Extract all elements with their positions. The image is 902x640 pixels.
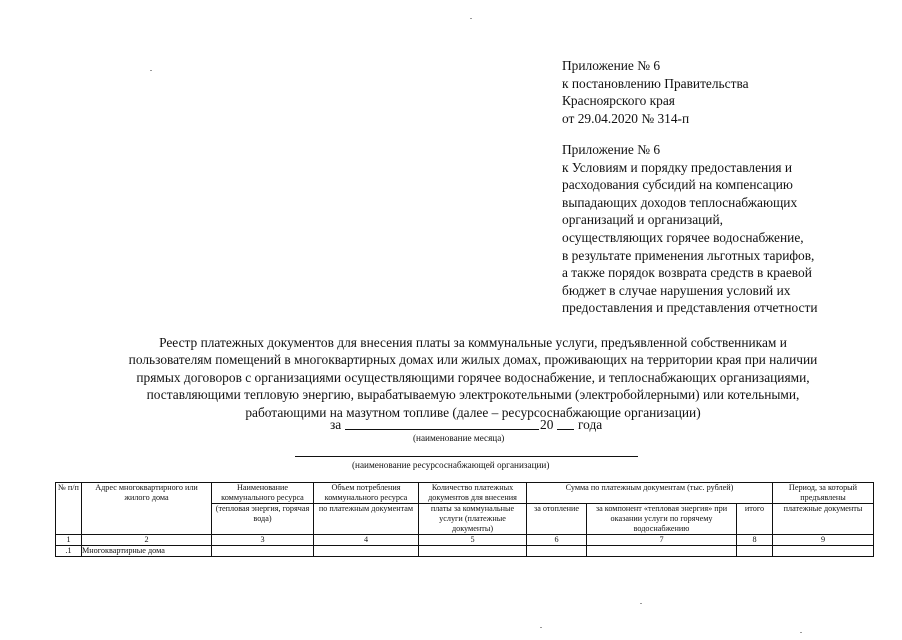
annex-line: к постановлению Правительства [562,75,749,91]
annex-line: к Условиям и порядку предоставления и [562,159,793,175]
column-number: 9 [773,535,874,546]
annex-line: Приложение № 6 [562,58,661,73]
row-empty-cell [212,546,314,557]
title-line: пользователям помещений в многоквартирных домах или жилых домах, проживающих на территории края при наличии [128,352,818,368]
header-cell-period [773,483,874,504]
annex-line: а также порядок возврата средств в краевой [562,265,812,281]
title-line: работающими на мазутном топливе (далее – ресурсоснабжающие организации) [245,404,701,420]
column-number: 6 [527,535,587,546]
header-cell-resource [212,483,314,504]
header-resource-sublabel: (тепловая энергия, горячая вода) [215,504,310,523]
year-blank-field [557,429,574,430]
header-heat-component-label: за компонент «тепловая энергия» при оказании услуги по горячему водоснабжению [595,504,728,533]
scan-speck [470,18,472,19]
header-cell-doc-count [419,483,527,504]
row-empty-cell [314,546,419,557]
header-cell-total [737,504,773,535]
header-cell-volume-sub [314,504,419,535]
annex-line: расходования субсидий на компенсацию [562,177,793,193]
column-number: 2 [82,535,212,546]
header-cell-period-sub [773,504,874,535]
row-empty-cell [737,546,773,557]
annex-header-conditions [562,141,862,317]
header-address-label: Адрес многоквартирного или жилого дома [95,483,198,502]
column-number: 1 [56,535,82,546]
annex-line: организаций и организаций, [562,212,723,228]
header-period-label: Период, за который предъявлены [788,483,858,502]
header-cell-number [56,483,82,535]
table-header-row [56,483,874,504]
header-cell-resource-sub [212,504,314,535]
header-period-sublabel: платежные документы [783,504,863,513]
row-empty-cell [527,546,587,557]
scan-speck [640,603,642,604]
annex-line: в результате применения льготных тарифов, [562,247,815,263]
annex-line: осуществляющих горячее водоснабжение, [562,229,804,245]
column-number-row [56,535,874,546]
month-caption: (наименование месяца) [413,433,505,443]
scan-speck [800,632,802,633]
period-prefix: за [330,417,342,432]
header-resource-label: Наименование коммунального ресурса [221,483,304,502]
organization-caption: (наименование ресурсоснабжающей организации) [352,460,550,470]
header-cell-heat-component [587,504,737,535]
header-cell-address [82,483,212,535]
header-cell-volume [314,483,419,504]
title-line: прямых договоров с организациями осуществляющими горячее водоснабжение, и теплоснабжающих организациями, [136,369,810,385]
year-suffix: года [578,417,603,432]
title-line: Реестр платежных документов для внесения платы за коммунальные услуги, предъявленной собственникам и [159,335,787,350]
column-number: 3 [212,535,314,546]
annex-line: предоставления и представления отчетности [562,300,818,316]
header-volume-label: Объем потребления коммунального ресурса [324,483,408,502]
column-number: 4 [314,535,419,546]
header-cell-doc-count-sub [419,504,527,535]
column-number: 8 [737,535,773,546]
table-row [56,546,874,557]
row-number-cell: .1 [56,546,82,557]
header-doc-count-sublabel: платы за коммунальные услуги (платежные документы) [430,504,515,533]
year-prefix: 20 [540,417,554,432]
header-number-label: № п/п [58,483,79,492]
annex-line: бюджет в случае нарушения условий их [562,282,791,298]
header-volume-sublabel: по платежным документам [318,504,414,513]
header-heating-label: за отопление [534,504,579,513]
annex-header-resolution [562,57,749,127]
header-cell-heating [527,504,587,535]
organization-blank-field [295,456,638,457]
annex-line: выпадающих доходов теплоснабжающих [562,194,798,210]
title-line: поставляющими тепловую энергию, вырабатываемую электрокотельными (электробойлерными) или котельными, [146,387,800,403]
column-number: 7 [587,535,737,546]
row-address-cell: Многоквартирные дома [82,546,212,557]
header-cell-sum-group [527,483,773,504]
header-total-label: итого [744,504,765,513]
scan-speck [540,627,542,628]
annex-line: Красноярского края [562,93,675,109]
column-number: 5 [419,535,527,546]
annex-line: Приложение № 6 [562,142,661,157]
document-title [78,334,868,421]
row-empty-cell [419,546,527,557]
registry-table [55,482,874,557]
row-empty-cell [587,546,737,557]
scan-speck [150,70,152,71]
header-doc-count-label: Количество платежных документов для внесения [428,483,517,502]
header-sum-group-label: Сумма по платежным документам (тыс. рублей) [565,483,734,492]
annex-line: от 29.04.2020 № 314-п [562,110,690,126]
month-blank-field [345,429,539,430]
row-empty-cell [773,546,874,557]
